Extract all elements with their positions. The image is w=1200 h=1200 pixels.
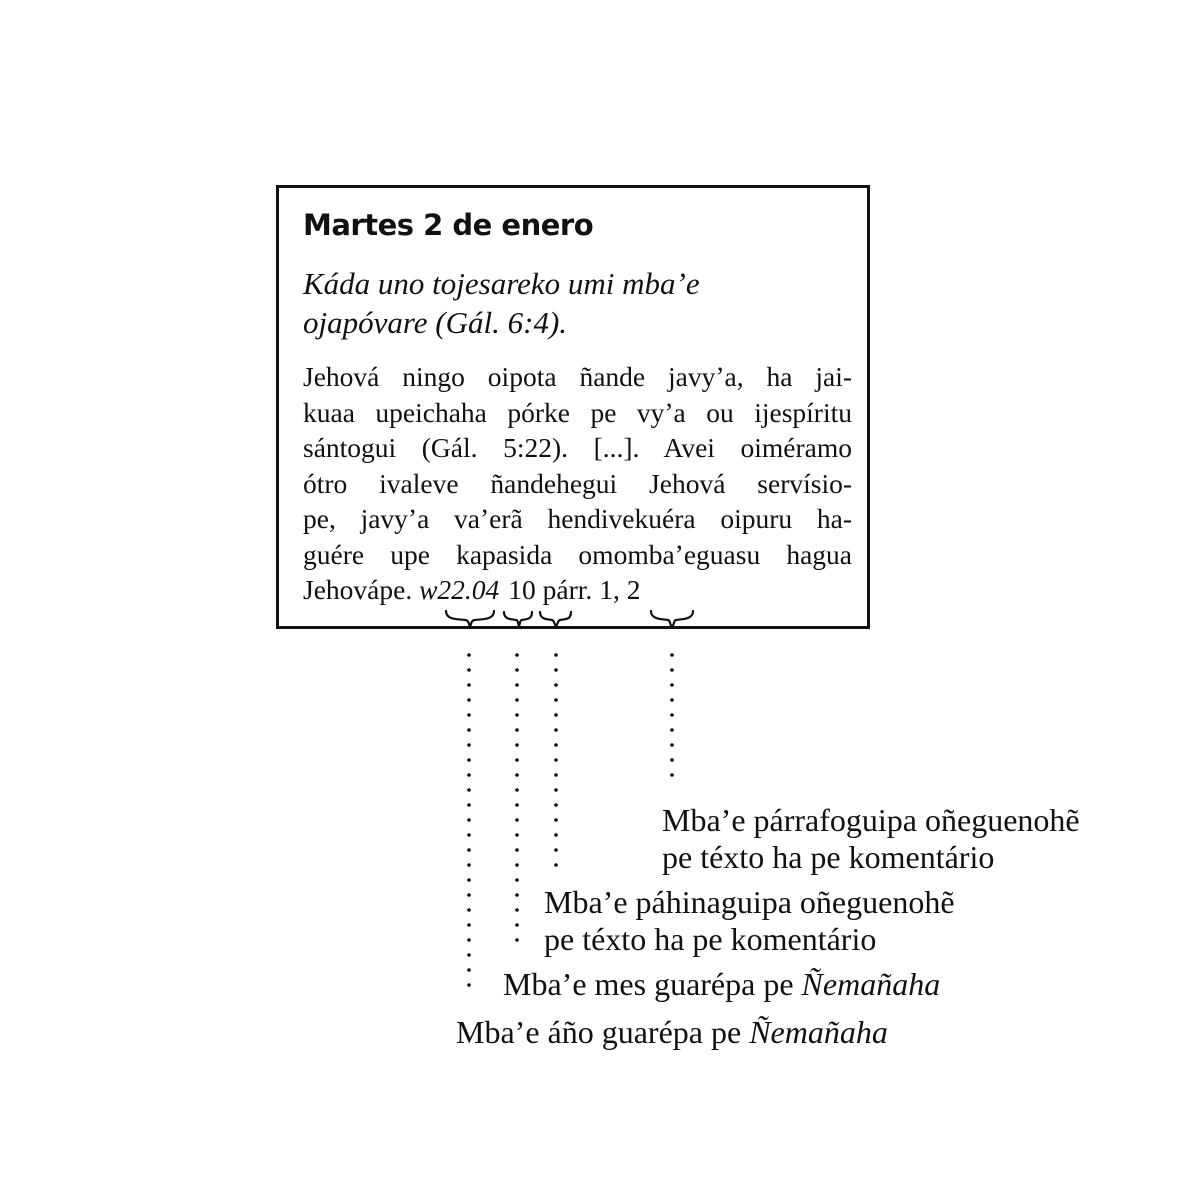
- comment-line: ótro ivaleve ñandehegui Jehová servísio-: [303, 467, 852, 499]
- comment-line: Jehová ningo oipota ñande javyʼa, ha jai-: [303, 361, 852, 392]
- ref-page: 10: [508, 574, 536, 605]
- ref-month: .04: [464, 574, 500, 605]
- callout-page-line1: Mbaʼe páhinaguipa oñeguenohẽ: [544, 884, 955, 920]
- callout-page: [544, 884, 955, 958]
- brace-paragraphs: [651, 611, 693, 627]
- brace-year: [446, 611, 494, 627]
- callout-year-prefix: Mbaʼe áño guarépa pe: [456, 1014, 742, 1050]
- callout-month-magazine: Ñemañaha: [801, 966, 941, 1002]
- callout-month: [503, 966, 940, 1003]
- date-heading: Martes 2 de enero: [303, 208, 594, 242]
- comment-line: sántogui (Gál. 5:22). [...]. Avei oiméramo: [303, 432, 852, 463]
- ref-year: w22: [419, 574, 465, 605]
- comment-line: pe, javyʼa vaʼerã hendivekuéra oipuru ha-: [303, 503, 852, 534]
- callout-paragraphs-line2: pe téxto ha pe komentário: [662, 839, 995, 875]
- callout-paragraphs-line1: Mbaʼe párrafoguipa oñeguenohẽ: [662, 802, 1080, 838]
- verse-line: ojapóvare (Gál. 6:4).: [303, 305, 568, 340]
- comment-line: guére upe kapasida omombaʼeguasu hagua: [303, 538, 852, 570]
- brace-page: [540, 612, 571, 626]
- last-line-prefix: Jehovápe.: [303, 574, 413, 605]
- callout-month-prefix: Mbaʼe mes guarépa pe: [503, 966, 794, 1002]
- callout-year: [456, 1014, 888, 1051]
- callout-year-magazine: Ñemañaha: [749, 1014, 888, 1050]
- brace-month: [504, 612, 532, 626]
- ref-paragraphs: 1, 2: [599, 574, 641, 605]
- callout-page-line2: pe téxto ha pe komentário: [544, 921, 877, 957]
- callout-paragraphs: [662, 802, 1080, 876]
- ref-par-label: párr.: [542, 574, 593, 605]
- verse-line: Káda uno tojesareko umi mbaʼe: [303, 266, 700, 301]
- comment-line: kuaa upeichaha pórke pe vyʼa ou ijespíritu: [303, 396, 852, 428]
